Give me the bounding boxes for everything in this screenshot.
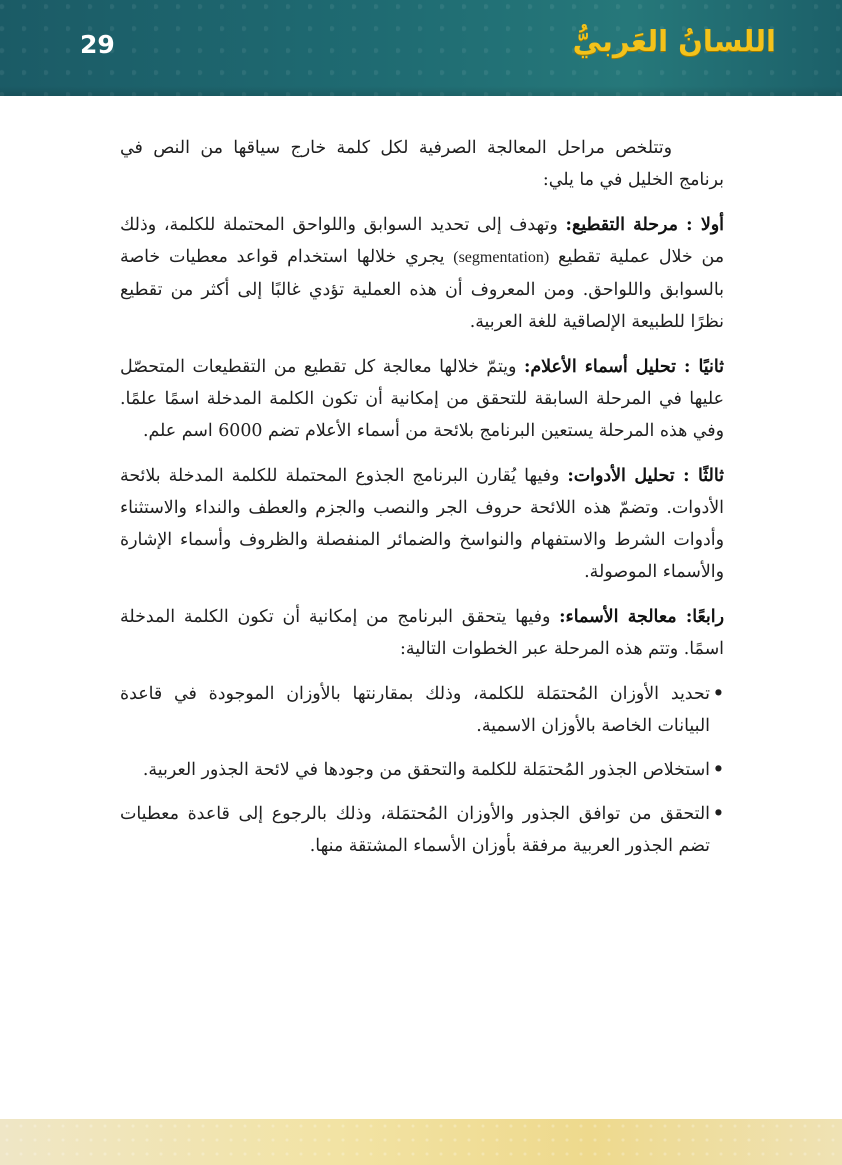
bullet-icon: •	[712, 684, 724, 704]
list-item	[120, 798, 724, 862]
section-term: أولا : مرحلة التقطيع:	[565, 215, 724, 235]
section-term: ثانيًا : تحليل أسماء الأعلام:	[523, 357, 725, 377]
section-segmentation	[120, 209, 724, 338]
list-item	[120, 678, 724, 742]
intro-paragraph: وتتلخص مراحل المعالجة الصرفية لكل كلمة خارج سياقها من النص في برنامج الخليل في ما يلي:	[120, 138, 724, 190]
list-item	[120, 754, 724, 786]
section-text: وفيها يتحقق البرنامج من إمكانية أن تكون الكلمة المدخلة اسمًا. وتتم هذه المرحلة عبر الخطوات التالية:	[120, 607, 724, 659]
section-particles	[120, 460, 724, 588]
section-text: يجري خلالها استخدام قواعد معطيات خاصة بالسوابق واللواحق. ومن المعروف أن هذه العملية تؤدي غالبًا إلى أكثر من تقطيع نظرًا للطبيعة الإلصاقية للغة العربية.	[120, 247, 724, 332]
list-item-text: استخلاص الجذور المُحتمَلة للكلمة والتحقق من وجودها في لائحة الجذور العربية.	[142, 760, 710, 780]
noun-steps-list	[120, 678, 724, 862]
article-body	[120, 132, 724, 874]
page-footer-band	[0, 1119, 842, 1165]
page-number: 29	[80, 30, 115, 59]
section-text: ويتمّ خلالها معالجة كل تقطيع من التقطيعات المتحصّل عليها في المرحلة السابقة للتحقق من إمكانية أن تكون الكلمة المدخلة اسمًا علمًا. وفي هذه المرحلة يستعين البرنامج بلائحة من أسماء الأعلام تضم 6000 اسم علم.	[120, 357, 724, 441]
section-nouns	[120, 601, 724, 665]
page-header	[0, 0, 842, 96]
section-proper-names	[120, 351, 724, 447]
english-term: (segmentation)	[453, 249, 550, 266]
list-item-text: التحقق من توافق الجذور والأوزان المُحتمَلة، وذلك بالرجوع إلى قاعدة معطيات تضم الجذور العربية مرفقة بأوزان الأسماء المشتقة منها.	[120, 804, 710, 856]
bullet-icon: •	[712, 804, 724, 824]
section-text: وفيها يُقارن البرنامج الجذوع المحتملة للكلمة المدخلة بلائحة الأدوات. وتضمّ هذه اللائحة حروف الجر والنصب والجزم والعطف والنداء والاستثناء وأدوات الشرط والاستفهام والنواسخ والضمائر المنفصلة والظروف وأسماء الإشارة والأسماء الموصولة.	[120, 466, 724, 582]
section-term: ثالثًا : تحليل الأدوات:	[567, 466, 724, 486]
list-item-text: تحديد الأوزان المُحتمَلة للكلمة، وذلك بمقارنتها بالأوزان الموجودة في قاعدة البيانات الخاصة بالأوزان الاسمية.	[120, 684, 710, 736]
journal-logo: اللسانُ العَربيُّ	[572, 24, 776, 58]
section-text: وتهدف إلى تحديد السوابق واللواحق المحتملة للكلمة، وذلك من خلال عملية تقطيع	[120, 215, 725, 267]
bullet-icon: •	[712, 760, 724, 780]
section-term: رابعًا: معالجة الأسماء:	[559, 607, 724, 627]
